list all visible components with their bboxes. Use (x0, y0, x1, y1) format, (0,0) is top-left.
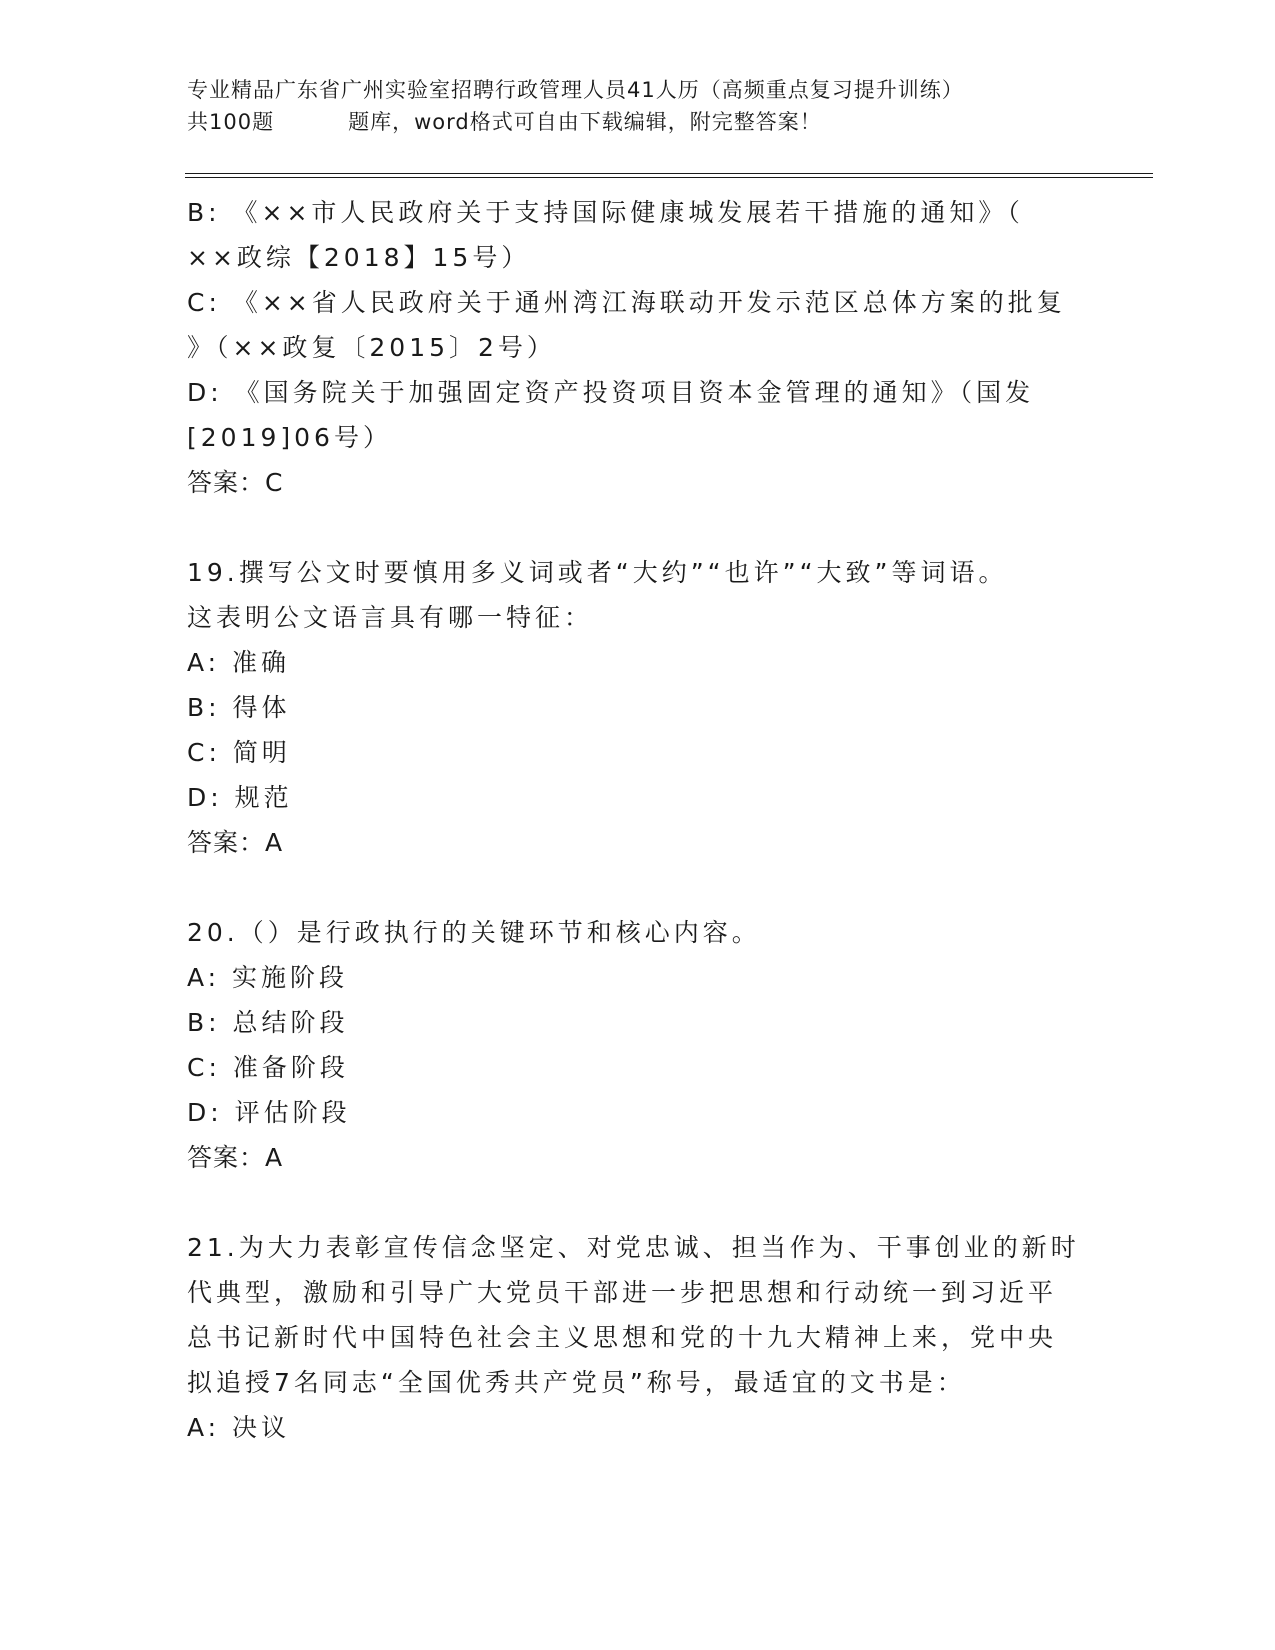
header-divider-bottom (185, 177, 1153, 178)
option-b: B: 得体 (187, 693, 291, 722)
option-d-line-1: D: 《国务院关于加强固定资产投资项目资本金管理的通知》（国发 (187, 378, 1035, 407)
header-description: 题库，word格式可自由下载编辑，附完整答案！ (348, 110, 822, 134)
option-b-line-2: ××政综【2018】15号） (187, 243, 531, 272)
option-c: C: 简明 (187, 738, 291, 767)
answer-18: 答案：C (187, 468, 284, 497)
question-21-stem-line-1: 21.为大力表彰宣传信念坚定、对党忠诚、担当作为、干事创业的新时 (187, 1233, 1080, 1262)
option-a: A: 决议 (187, 1413, 291, 1442)
question-20 (187, 910, 1087, 1180)
option-a: A: 准确 (187, 648, 291, 677)
header-divider-top (185, 173, 1153, 174)
question-19 (187, 550, 1087, 865)
question-19-stem-line-1: 19.撰写公文时要慎用多义词或者“大约”“也许”“大致”等词语。 (187, 558, 1008, 587)
header-title-line-2 (187, 106, 1107, 138)
answer-19: 答案：A (187, 828, 284, 857)
option-c: C: 准备阶段 (187, 1053, 349, 1082)
option-a: A: 实施阶段 (187, 963, 349, 992)
question-21 (187, 1225, 1087, 1450)
option-b-line-1: B: 《××市人民政府关于支持国际健康城发展若干措施的通知》（ (187, 198, 1024, 227)
question-18-continued (187, 190, 1087, 505)
question-21-stem-line-3: 总书记新时代中国特色社会主义思想和党的十九大精神上来，党中央 (187, 1323, 1058, 1352)
option-d: D: 规范 (187, 783, 293, 812)
option-b: B: 总结阶段 (187, 1008, 349, 1037)
question-20-stem: 20.（）是行政执行的关键环节和核心内容。 (187, 918, 761, 947)
question-content (187, 190, 1087, 1450)
question-21-stem-line-2: 代典型，激励和引导广大党员干部进一步把思想和行动统一到习近平 (187, 1278, 1058, 1307)
option-c-line-2: 》（××政复〔2015〕2号） (187, 333, 556, 362)
document-header (187, 74, 1107, 138)
option-d-line-2: [2019]06号） (187, 423, 392, 452)
header-title-line-1: 专业精品广东省广州实验室招聘行政管理人员41人历（高频重点复习提升训练） (187, 78, 964, 102)
answer-20: 答案：A (187, 1143, 284, 1172)
question-21-stem-line-4: 拟追授7名同志“全国优秀共产党员”称号，最适宜的文书是： (187, 1368, 966, 1397)
header-question-count: 共100题 (187, 110, 275, 134)
option-d: D: 评估阶段 (187, 1098, 351, 1127)
question-19-stem-line-2: 这表明公文语言具有哪一特征： (187, 603, 594, 632)
option-c-line-1: C: 《××省人民政府关于通州湾江海联动开发示范区总体方案的批复 (187, 288, 1066, 317)
